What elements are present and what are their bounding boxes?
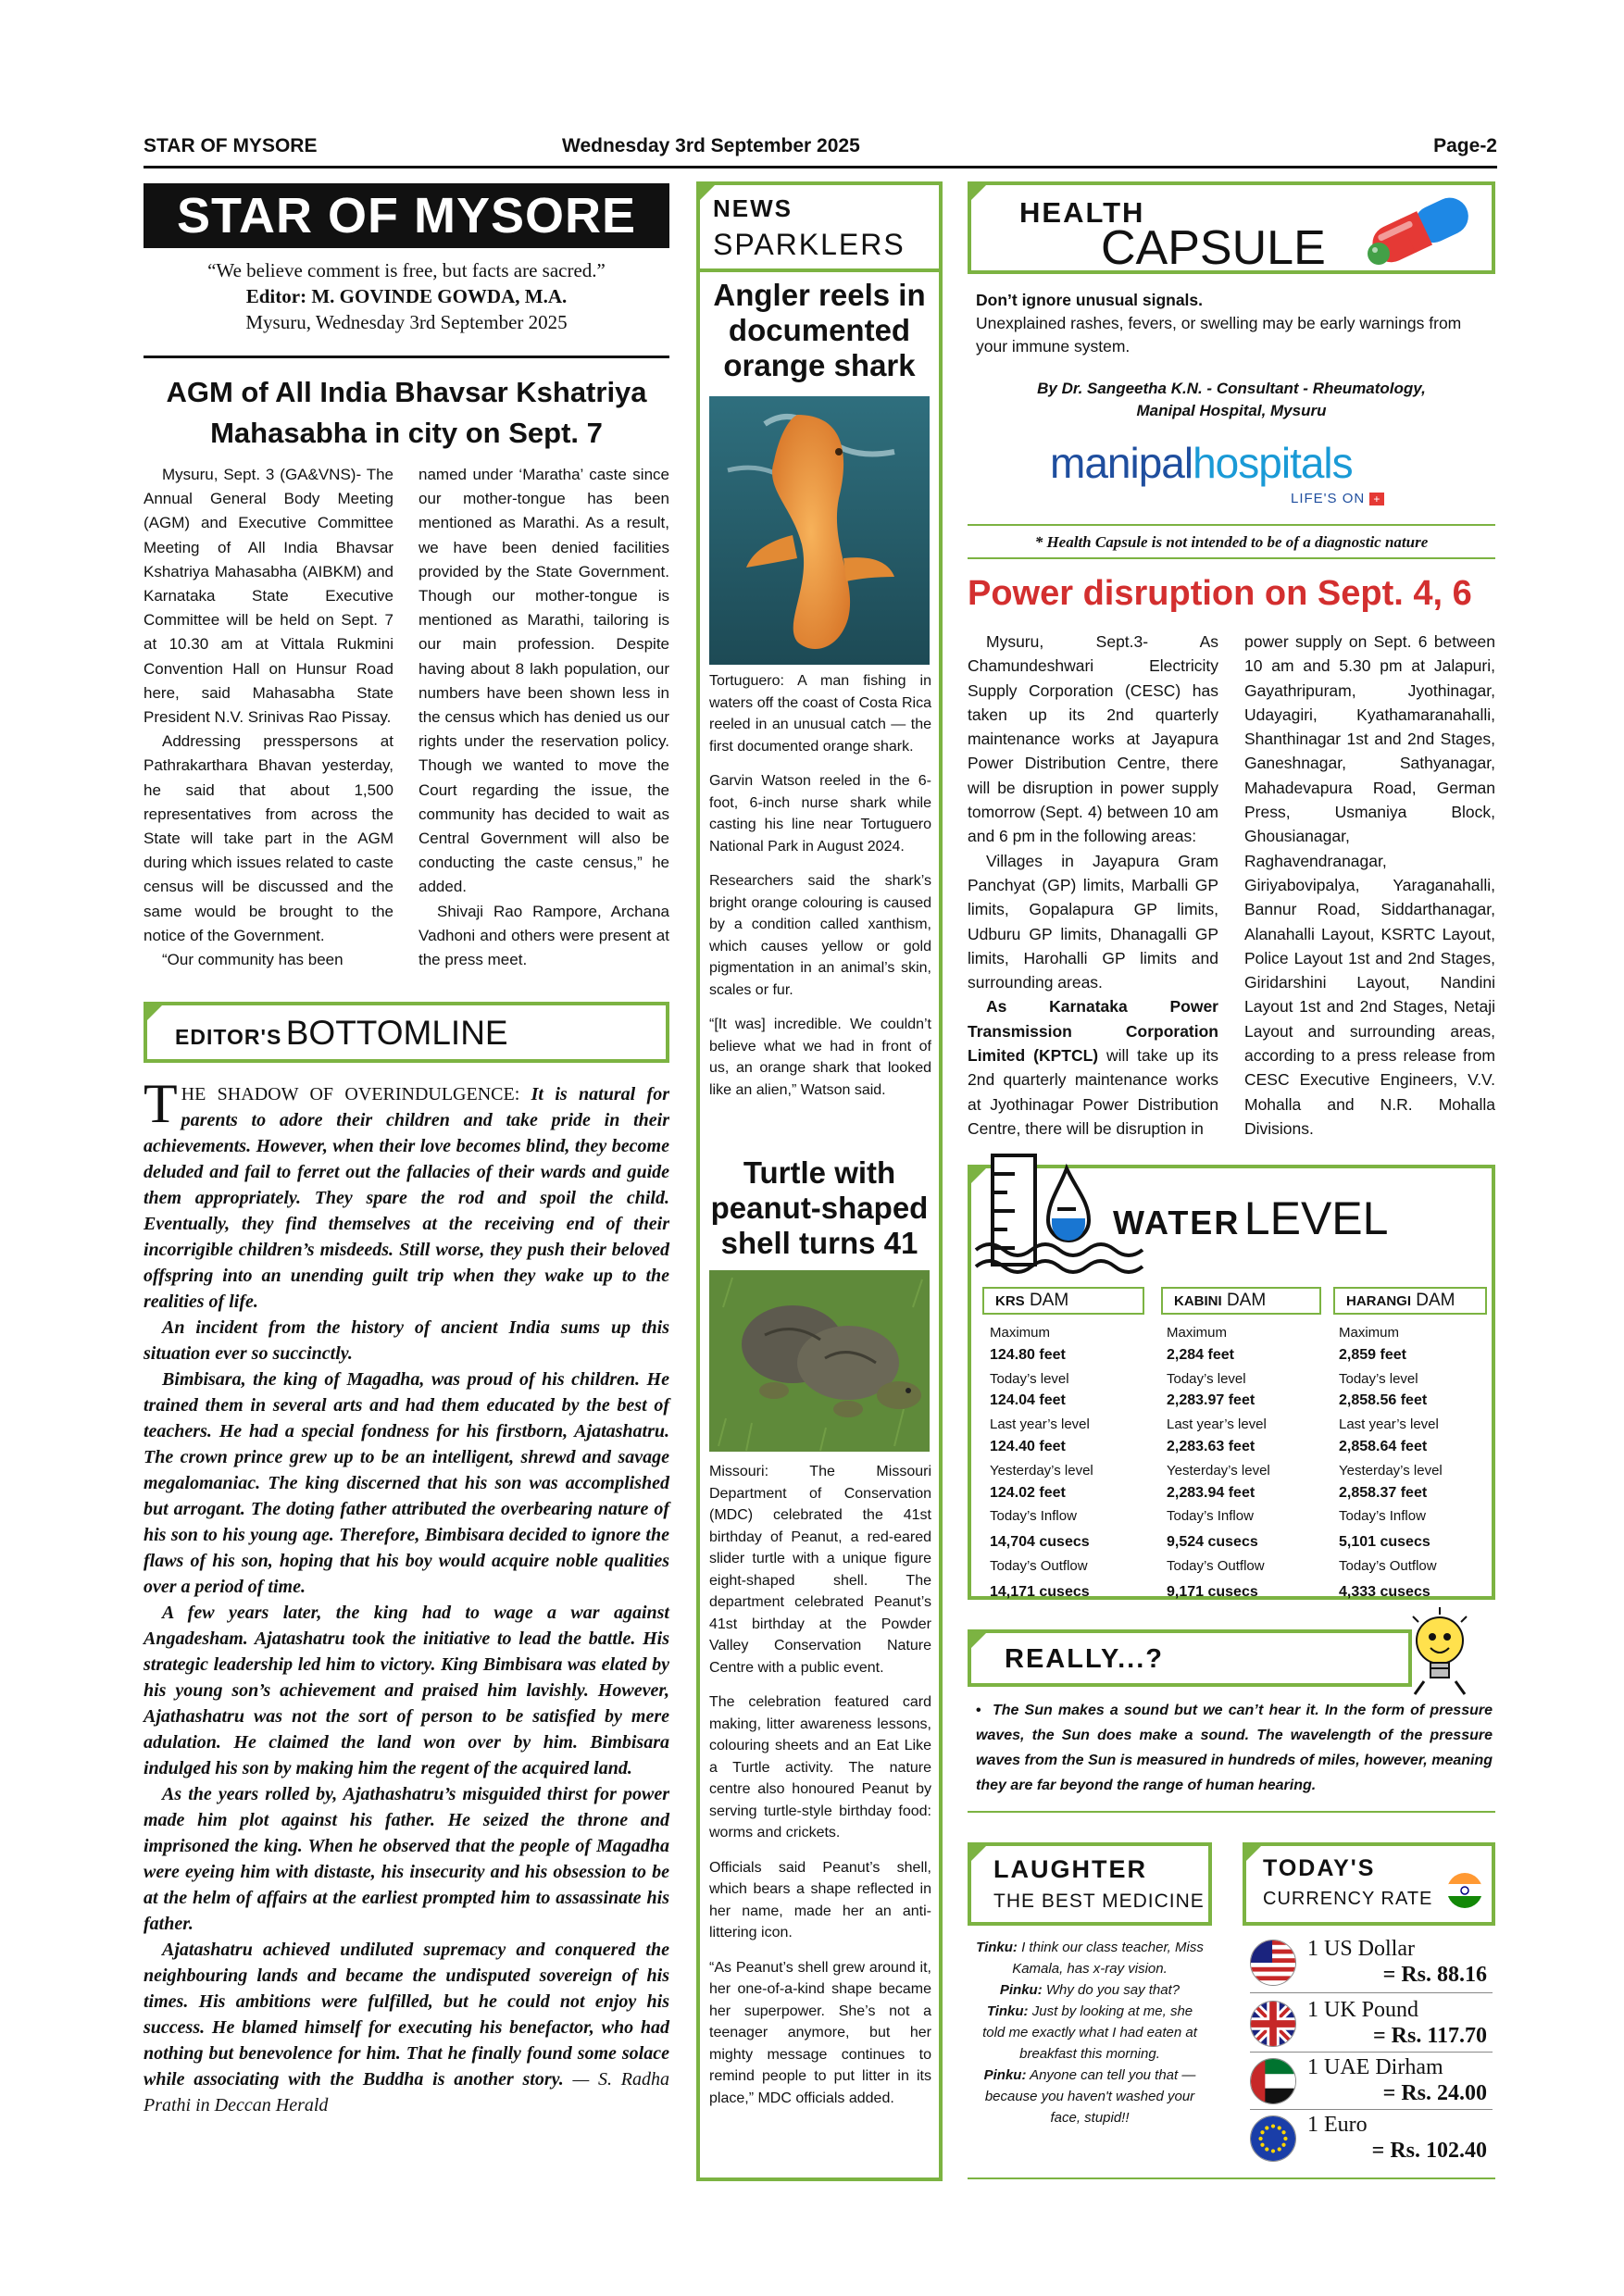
currency-row-gbp: [1250, 1996, 1493, 2052]
krs-dam-header: [982, 1287, 1144, 1315]
eu-flag-icon: [1250, 2115, 1296, 2162]
agm-paragraph: “Our community has been: [162, 951, 344, 969]
health-content: [976, 289, 1494, 358]
divider: [968, 524, 1495, 526]
dam-name: KABINI: [1174, 1293, 1222, 1309]
label-light: BOTTOMLINE: [285, 1014, 508, 1052]
agm-paragraph: named under ‘Maratha’ caste since our mother-tongue has been mentioned as Marathi. As a result, we have been denied facilities provided by the State Government. Though our mother-tongue is mentioned as Marathi, tailoring is our main profession. Despite having about 8 lakh population, our numbers have been shown less in the census which has denied us our rights under the reservation policy. Though we wanted to move the Court regarding the issue, the community has decided to wait as Central Government will also be conducting the caste census,” he added.: [418, 466, 669, 896]
stat-value: 2,283.94 feet: [1167, 1484, 1255, 1501]
stat-label: Today’s Outflow: [990, 1557, 1088, 1574]
health-label-light: CAPSULE: [1101, 221, 1326, 275]
stat-label: Last year’s level: [1339, 1416, 1439, 1433]
stat-value: 2,859 feet: [1339, 1346, 1406, 1363]
agm-headline: AGM of All India Bhavsar Kshatriya Mahasabha in city on Sept. 7: [166, 376, 647, 449]
currency-unit: 1 UK Pound: [1307, 1998, 1419, 2022]
logo-tagline: [1291, 491, 1384, 506]
speaker: Pinku:: [983, 2067, 1027, 2083]
editorial-paragraph: An incident from the history of ancient India sums up this situation ever so succinctly.: [144, 1317, 669, 1364]
divider: [968, 2177, 1495, 2179]
stat-value: 9,171 cusecs: [1167, 1583, 1258, 1600]
stat-value: 2,284 feet: [1167, 1346, 1234, 1363]
masthead-motto: “We believe comment is free, but facts are sacred.”: [207, 259, 606, 281]
stat-value: 9,524 cusecs: [1167, 1534, 1258, 1551]
masthead-info: [144, 257, 669, 335]
logo-part: manipal: [1050, 439, 1193, 487]
turtle-headline: Turtle with peanut-shaped shell turns 41: [710, 1155, 929, 1260]
divider: [968, 1811, 1495, 1813]
laughter-label-light: THE BEST MEDICINE: [993, 1890, 1205, 1912]
story-paragraph: The celebration featured card making, litter awareness lessons, colouring sheets and an Eat Like a Turtle activity. The nature centre also honoured Peanut by serving turtle-style birthday food: worms and crickets.: [709, 1694, 931, 1841]
corner-notch: [968, 1842, 990, 1865]
currency-value: = Rs. 102.40: [1371, 2139, 1487, 2163]
stat-value: 2,858.56 feet: [1339, 1392, 1428, 1409]
power-paragraph: [968, 994, 1218, 1141]
currency-value: = Rs. 88.16: [1382, 1963, 1487, 1987]
label-bold: EDITOR'S: [175, 1025, 282, 1049]
stat-label: Today’s Inflow: [990, 1508, 1077, 1525]
news-label-light: SPARKLERS: [713, 228, 906, 261]
stat-value: 2,858.64 feet: [1339, 1438, 1428, 1454]
stat-label: Yesterday’s level: [1167, 1462, 1270, 1479]
currency-unit: 1 US Dollar: [1307, 1937, 1415, 1961]
really-label: REALLY...?: [1005, 1644, 1165, 1674]
stat-label: Maximum: [1339, 1325, 1400, 1341]
stat-label: Today’s Outflow: [1339, 1557, 1437, 1574]
laughter-joke: [976, 1937, 1204, 2128]
harangi-dam-header: [1333, 1287, 1487, 1315]
agm-column-2: [418, 463, 669, 972]
story-paragraph: Officials said Peanut’s shell, which bears a shape reflected in her name, made her an anti-littering icon.: [709, 1859, 931, 1940]
divider: [1250, 2109, 1493, 2110]
editors-bottomline-box: [144, 1002, 669, 1063]
news-sparklers-header: [696, 181, 943, 272]
health-body: Unexplained rashes, fevers, or swelling may be early warnings from your immune system.: [976, 314, 1462, 356]
divider: [1250, 1992, 1493, 1993]
power-column-1: [968, 630, 1218, 1141]
header-date: Wednesday 3rd September 2025: [562, 135, 860, 156]
stat-label: Maximum: [1167, 1325, 1228, 1341]
editors-bottomline-label: [175, 1015, 508, 1059]
stat-label: Yesterday’s level: [1339, 1462, 1443, 1479]
stat-value: 4,333 cusecs: [1339, 1583, 1430, 1600]
joke-line: Just by looking at me, she told me exactly what I had eaten at breakfast this morning.: [982, 2003, 1197, 2062]
currency-label-bold: TODAY'S: [1263, 1855, 1376, 1881]
editorial-lead-caps: HE SHADOW OF OVERINDULGENCE:: [181, 1084, 520, 1104]
manipal-hospitals-logo: [1050, 439, 1353, 487]
stat-value: 14,171 cusecs: [990, 1583, 1090, 1600]
power-column-2: [1244, 630, 1495, 1141]
stat-value: 5,101 cusecs: [1339, 1534, 1430, 1551]
story-paragraph: “As Peanut’s shell grew around it, her one-of-a-kind shape became her superpower. She’s not a teenager anymore, but her mighty message continues to remind people to put litter in its place,” MDC officials added.: [709, 1959, 931, 2106]
logo-part: hospitals: [1193, 439, 1353, 487]
masthead-title: STAR OF MYSORE: [144, 183, 669, 248]
stat-value: 14,704 cusecs: [990, 1534, 1090, 1551]
currency-unit: 1 Euro: [1307, 2113, 1368, 2137]
label-light: LEVEL: [1243, 1192, 1389, 1244]
stat-label: Today’s Outflow: [1167, 1557, 1265, 1574]
divider: [1250, 2052, 1493, 2053]
health-byline-line: By Dr. Sangeetha K.N. - Consultant - Rheumatology,: [1037, 380, 1426, 397]
stat-label: Last year’s level: [990, 1416, 1090, 1433]
editorial-paragraph: A few years later, the king had to wage a war against Angadesham. Ajatashatru took the initiative to lead the battle. His strategic leadership led him to victory. King Bimbisara was elated by his young son’s achievement and praised him lavishly. However, Ajathashatru was not the sort of person to be satisfied by mere adulation. He claimed the land won over by him. Bimbisara indulged his son by making him the regent of the acquired land.: [144, 1603, 669, 1778]
speaker: Tinku:: [976, 1940, 1018, 1955]
dropcap: T: [144, 1073, 178, 1134]
stat-label: Today’s Inflow: [1339, 1508, 1426, 1525]
agm-column-1: [144, 463, 394, 972]
kabini-dam-stats: [1167, 1322, 1329, 1603]
health-capsule-header: [968, 181, 1495, 274]
power-bold-lead: As Karnataka Power Transmission Corporation Limited (KPTCL): [968, 997, 1218, 1066]
really-header: [968, 1629, 1412, 1687]
peanut-turtle-photo: [709, 1270, 930, 1452]
dam-suffix: DAM: [1416, 1291, 1455, 1310]
stat-value: 124.40 feet: [990, 1438, 1066, 1454]
agm-paragraph: Mysuru, Sept. 3 (GA&VNS)- The Annual General Body Meeting (AGM) and Executive Committee Meeting of All India Bhavsar Kshatriya Mahasabha (AIBKM) and Karnataka State Executive Committee will be held on Sept. 7 at 10.30 am at Vittala Rukmini Convention Hall on Hunsur Road here, said Mahasabha State President N.V. Srinivas Rao Pissay.: [144, 466, 394, 727]
divider: [144, 356, 669, 358]
masthead-dateline: Mysuru, Wednesday 3rd September 2025: [245, 311, 568, 333]
currency-unit: 1 UAE Dirham: [1307, 2055, 1443, 2079]
uk-flag-icon: [1250, 2001, 1296, 2047]
stat-value: 124.80 feet: [990, 1346, 1066, 1363]
dam-name: KRS: [995, 1293, 1025, 1309]
harangi-dam-stats: [1339, 1322, 1492, 1603]
story-paragraph: Tortuguero: A man fishing in waters off the coast of Costa Rica reeled in an unusual catch — the first documented orange shark.: [709, 673, 931, 755]
stat-label: Today’s Inflow: [1167, 1508, 1254, 1525]
editorial-last-text: Ajatashatru achieved undiluted supremacy and conquered the neighbouring lands and became the undisputed sovereign of his times. His ambitions were fulfilled, but he could not enjoy his success. He blamed himself for executing his benefactor, who had nothing but benevolence for him. That he finally found some solace while associating with the Buddha is another story.: [144, 1940, 669, 2090]
currency-value: = Rs. 117.70: [1372, 2024, 1487, 2048]
dam-suffix: DAM: [1226, 1291, 1267, 1310]
stat-label: Today’s level: [1167, 1370, 1246, 1387]
currency-row-aed: [1250, 2053, 1493, 2109]
story-paragraph: Garvin Watson reeled in the 6-foot, 6-inch nurse shark while casting his line near Tortuguero National Park in August 2024.: [709, 773, 931, 855]
kabini-dam-header: [1161, 1287, 1321, 1315]
health-disclaimer: * Health Capsule is not intended to be of a diagnostic nature: [1034, 533, 1429, 551]
laughter-label-bold: LAUGHTER: [993, 1855, 1147, 1883]
editorial-body: [144, 1073, 670, 2118]
health-byline-line: Manipal Hospital, Mysuru: [1136, 402, 1327, 419]
health-title: Don’t ignore unusual signals.: [976, 291, 1204, 309]
currency-label-light: CURRENCY RATE: [1263, 1889, 1433, 1909]
dam-suffix: DAM: [1029, 1291, 1069, 1310]
currency-row-usd: [1250, 1935, 1493, 1990]
stat-label: Last year’s level: [1167, 1416, 1267, 1433]
stat-value: 2,283.63 feet: [1167, 1438, 1255, 1454]
stat-value: 124.02 feet: [990, 1484, 1066, 1501]
page-header: [144, 135, 1497, 168]
plus-icon: +: [1369, 493, 1384, 505]
currency-row-eur: [1250, 2111, 1493, 2166]
story-paragraph: Missouri: The Missouri Department of Conservation (MDC) celebrated the 41st birthday of Peanut, a red-eared slider turtle with a unique figure eight-shaped shell. The department celebrated Peanut’s 41st birthday at the Powder Valley Conservation Nature Centre with a public event.: [709, 1464, 931, 1676]
dam-name: HARANGI: [1346, 1293, 1411, 1309]
header-paper-name: STAR OF MYSORE: [144, 135, 318, 156]
us-flag-icon: [1250, 1940, 1296, 1986]
laughter-header: [968, 1842, 1212, 1926]
really-text: The Sun makes a sound but we can’t hear it. In the form of pressure waves, the Sun does make a sound. The wavelength of the pressure waves from the Sun is measured in hundreds of miles, however, meaning they are far beyond the range of human hearing.: [976, 1703, 1493, 1793]
india-flag-icon: [1446, 1872, 1483, 1909]
speaker: Pinku:: [999, 1982, 1043, 1998]
editorial-paragraph: As the years rolled by, Ajathashatru’s misguided thirst for power made him plot against his father. He seized the throne and imprisoned the king. When he observed that the people of Magadha were eyeing him with distaste, his insecurity and his obsession to be at the helm of affairs at the earliest prompted him to assassinate his father.: [144, 1784, 669, 1934]
stat-label: Today’s level: [990, 1370, 1069, 1387]
news-label-bold: NEWS: [713, 194, 793, 222]
stat-label: Maximum: [990, 1325, 1051, 1341]
label-bold: WATER: [1113, 1204, 1241, 1242]
uae-flag-icon: [1250, 2058, 1296, 2104]
corner-notch: [968, 1629, 990, 1652]
editorial-paragraph: [144, 1937, 669, 2118]
capsule-pill-icon: [1351, 189, 1492, 270]
power-paragraph: Villages in Jayapura Gram Panchyat (GP) limits, Marballi GP limits, Gopalapura GP limits, Udburu GP limits, Dhanagalli GP limits, Harohalli GP limits and surrounding areas.: [968, 851, 1218, 992]
masthead-editor: Editor: M. GOVINDE GOWDA, M.A.: [245, 285, 568, 307]
bullet-icon: •: [976, 1703, 993, 1718]
lightbulb-icon: [1405, 1605, 1474, 1698]
corner-notch: [144, 1002, 166, 1024]
joke-line: Why do you say that?: [1042, 1982, 1181, 1998]
shark-story: [709, 670, 931, 1114]
power-paragraph: Mysuru, Sept.3- As Chamundeshwari Electricity Supply Corporation (CESC) has taken up its 2nd quarterly maintenance works at Jayapura Power Distribution Centre, there will be disruption in power supply tomorrow (Sept. 4) between 10 am and 6 pm in the following areas:: [968, 632, 1218, 846]
editorial-paragraph: Bimbisara, the king of Magadha, was proud of his children. He trained them in several arts and had them educated by the best of teachers. He had a special fondness for his firstborn, Ajatashatru. The crown prince grew up to be an intelligent, shrewd and savage megalomaniac. The king discerned that his son was accomplished but arrogant. The doting father attributed the overbearing nature of his son to his young age. Therefore, Bimbisara decided to ignore the flaws of his son, hoping that his boy would acquire noble qualities over a period of time.: [144, 1369, 669, 1597]
health-byline: [968, 378, 1495, 422]
power-paragraph: power supply on Sept. 6 between 10 am and 5.30 pm at Jalapuri, Gayathripuram, Jyothinagar, Udayagiri, Kyathamaranahalli, Shanthinagar 1st and 2nd Stages, Ganeshnagar, Sathyanagar, Mahadevapura Road, German Press, Usmaniya Block, Ghousianagar, Raghavendranagar, Giriyabovipalya, Yaraganahalli, Bannur Road, Siddarthanagar, Alanahalli Layout, KSRTC Layout, Police Layout 1st and 2nd Stages, Giridarshini Layout, Nandini Layout 1st and 2nd Stages, Netaji Layout and surrounding areas, according to a press release from CESC Executive Engineers, V.V. Mohalla and N.R. Mohalla Divisions.: [1244, 632, 1495, 1138]
joke-line: Anyone can tell you that — because you haven't washed your face, stupid!!: [984, 2067, 1196, 2126]
agm-paragraph: Shivaji Rao Rampore, Archana Vadhoni and others were present at the press meet.: [418, 902, 669, 969]
health-label-bold: HEALTH: [1019, 196, 1145, 229]
corner-notch: [1243, 1842, 1265, 1865]
currency-value: = Rs. 24.00: [1382, 2081, 1487, 2105]
stat-value: 2,283.97 feet: [1167, 1392, 1255, 1409]
stat-label: Today’s level: [1339, 1370, 1418, 1387]
logo-tag-text: LIFE'S ON: [1291, 491, 1366, 506]
currency-header: [1243, 1842, 1495, 1926]
power-tail: will take up its 2nd quarterly maintenance works at Jyothinagar Power Distribution Centre, there will be disruption in: [968, 1046, 1219, 1138]
corner-notch: [968, 181, 990, 204]
water-level-label: [1113, 1194, 1388, 1254]
editorial-lead-text: It is natural for parents to adore their children and take pride in their achievements. However, when their love becomes blind, they become deluded and fail to ferret out the fallacies of their wards and guide them appropriately. They spare the rod and spoil the child. Eventually, they find themselves at the receiving end of their incorrigible children’s misdeeds. Still worse, they push their beloved offspring into an unending guilt trip when they wake up to the realities of life.: [144, 1084, 669, 1312]
really-text-block: [976, 1698, 1493, 1798]
stat-label: Yesterday’s level: [990, 1462, 1093, 1479]
shark-headline: Angler reels in documented orange shark: [713, 278, 926, 382]
krs-dam-stats: [990, 1322, 1152, 1603]
stat-value: 124.04 feet: [990, 1392, 1066, 1409]
editorial-first-paragraph: [144, 1073, 669, 1315]
speaker: Tinku:: [986, 2003, 1029, 2019]
story-paragraph: Researchers said the shark’s bright orange colouring is caused by a condition called xanthism, which causes yellow or gold pigmentation in an animal’s skin, scales or fur.: [709, 873, 931, 998]
story-paragraph: “[It was] incredible. We couldn’t believe what we had in front of us, an orange shark that looked like an alien,” Watson said.: [709, 1017, 931, 1098]
agm-paragraph: Addressing presspersons at Pathrakarthara Bhavan yesterday, he said that about 1,500 representatives from across the State will take part in the AGM during which issues related to caste census will be discussed and the same would be brought to the notice of the Government.: [144, 732, 394, 944]
turtle-story: [709, 1461, 931, 2122]
editorial-credit: — S. Radha Prathi in Deccan Herald: [144, 2069, 670, 2115]
orange-shark-photo: [709, 396, 930, 665]
stat-value: 2,858.37 feet: [1339, 1484, 1428, 1501]
header-page-number: Page-2: [1433, 135, 1497, 156]
divider: [968, 557, 1495, 559]
joke-line: I think our class teacher, Miss Kamala, has x-ray vision.: [1012, 1940, 1204, 1977]
power-headline: Power disruption on Sept. 4, 6: [968, 574, 1472, 613]
